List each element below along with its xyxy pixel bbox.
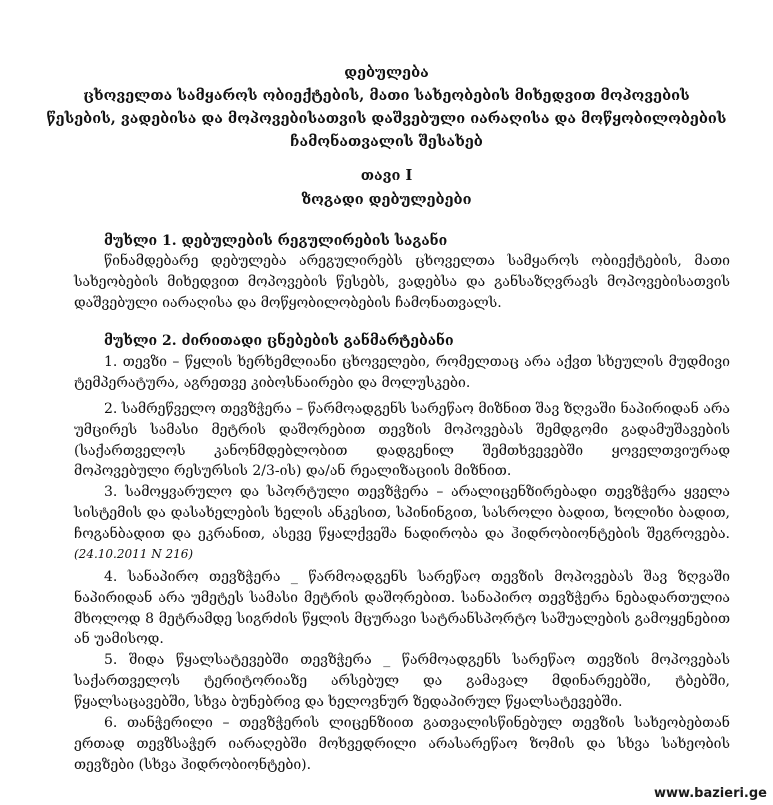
definition-item-6: 6. თანჭერილი – თევზჭერის ლიცენზიით გათვალისწინებულ თევზის სახეობებთან ერთად თევზსაჭერ იარაღებში მოხვედრილი არასარეწაო ზომის და სხვა სახეობის თევზები (სხვა ჰიდრობიონტები). [74, 715, 730, 773]
chapter-name: ზოგადი დებულებები [301, 191, 472, 208]
definition-item-3 [74, 482, 730, 565]
definition-item-2: 2. სამრეწველო თევზჭერა – წარმოადგენს სარეწაო მიზნით შავ ზღვაში ნაპირიდან არა უმცირეს სამასი მეტრის დაშორებით თევზის მოპოვებას შემდგომი გადამუშავების (საქართველოს კანონმდებლობით დადგენილ შემთხვევებში ყოველთვიურად მოპოვებული რესურსის 2/3-ის) და/ან რეალიზაციის მიზნით. [74, 401, 730, 480]
title-line-2: ცხოველთა სამყაროს ობიექტების, მათი სახეობების მიხედვით მოპოვების [83, 87, 690, 104]
article-1-title: მუხლი 1. დებულების რეგულირების საგანი [104, 233, 448, 249]
definition-item-5: 5. შიდა წყალსატევებში თევზჭერა _ წარმოადგენს სარეწაო თევზის მოპოვებას საქართველოს ტერიტორიაზე არსებულ და გამავალ მდინარეებში, ტბებში, წყალსაცავებში, სხვა ბუნებრივ და ხელოვნურ ზედაპირულ წყალსატევებში. [74, 652, 730, 710]
definition-item-4: 4. სანაპირო თევზჭერა _ წარმოადგენს სარეწაო თევზის მოპოვებას შავ ზღვაში ნაპირიდან არა უმეტეს სამასი მეტრის დაშორებით. სანაპირო თევზჭერა ნებადართულია მხოლოდ 8 მეტრამდე სიგრძის წყლის მცურავი სატრანსპორტო საშუალების გამოყენებით ან უამისოდ. [74, 569, 730, 648]
definition-item-3-text: 3. სამოყვარულო და სპორტული თევზჭერა – არალიცენზირებადი თევზჭერა ყველა სისტემის და დასახელების ხელის ანკესით, სპინინგით, სასროლი ბადით, ხოლიხი ბადით, ჩოგანბადით და ეკრანით, ასევე წყალქვეშა ნადირობა და ჰიდრობიონტების შეგროვება. [74, 484, 730, 542]
article-2-title: მუხლი 2. ძირითადი ცნებების განმარტებანი [104, 333, 454, 349]
document-title [40, 61, 733, 153]
watermark-url: www.bazieri.ge [654, 786, 767, 801]
title-line-3: წესების, ვადებისა და მოპოვებისათვის დაშვებული იარაღისა და მოწყობილობების [46, 110, 727, 127]
amendment-note: (24.10.2011 N 216) [74, 547, 194, 562]
title-line-1: დებულება [344, 64, 429, 81]
definition-item-1: 1. თევზი – წყლის ხერხემლიანი ცხოველები, რომელთაც არა აქვთ სხეულის მუდმივი ტემპერატურა, აგრეთვე კიბოსნაირები და მოლუსკები. [74, 354, 730, 391]
article-1-text: წინამდებარე დებულება არეგულირებს ცხოველთა სამყაროს ობიექტების, მათი სახეობების მიხედვით მოპოვების წესებს, ვადებსა და განსაზღვრავს მოპოვებისათვის დაშვებული იარაღისა და მოწყობილობების ჩამონათვალს. [74, 253, 730, 311]
chapter-number: თავი I [360, 167, 413, 184]
title-line-4: ჩამონათვალის შესახებ [290, 133, 483, 150]
